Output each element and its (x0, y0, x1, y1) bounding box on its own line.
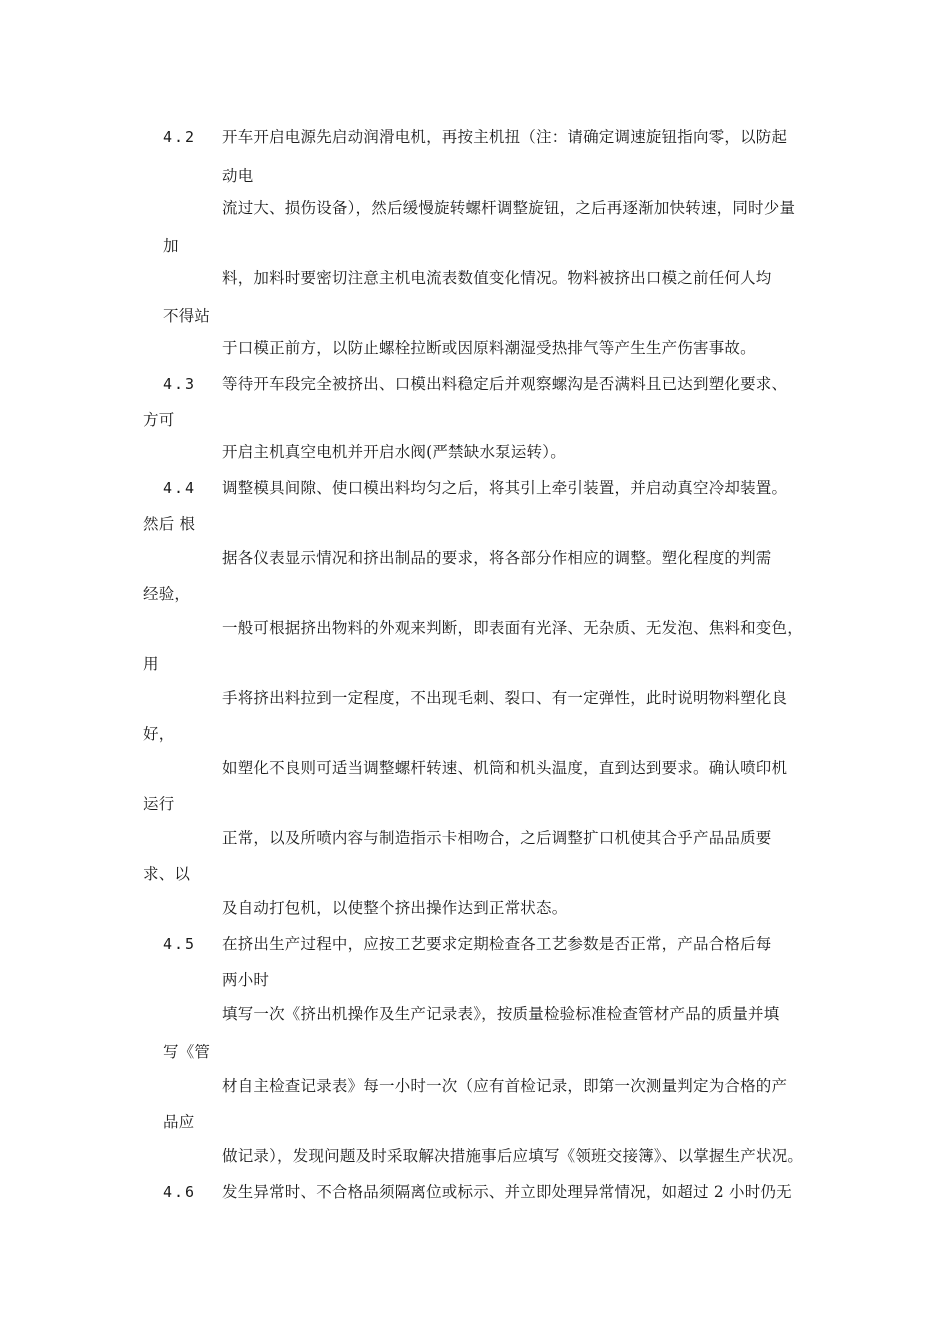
text-line: 正常，以及所喷内容与制造指示卡相吻合，之后调整扩口机使其合乎产品品质要 (222, 829, 772, 847)
text-line: 求、以 (143, 865, 191, 883)
section-number: 4.6 (163, 1183, 197, 1201)
text-line: 运行 (143, 795, 175, 813)
section-number: 4.2 (163, 128, 197, 146)
text-line: 发生异常时、不合格品须隔离位或标示、并立即处理异常情况，如超过 2 小时仍无 (222, 1183, 792, 1201)
text-line: 等待开车段完全被挤出、口模出料稳定后并观察螺沟是否满料且已达到塑化要求、 (222, 375, 788, 393)
text-line: 品应 (163, 1113, 195, 1131)
text-line: 开启主机真空电机并开启水阀(严禁缺水泵运转）。 (222, 443, 566, 461)
text-line: 料，加料时要密切注意主机电流表数值变化情况。物料被挤出口模之前任何人均 (222, 269, 772, 287)
section-number: 4.4 (163, 479, 197, 497)
text-line: 经验， (143, 585, 191, 603)
text-line: 据各仪表显示情况和挤出制品的要求，将各部分作相应的调整。塑化程度的判需 (222, 549, 772, 567)
text-line: 写《管 (163, 1043, 211, 1061)
text-line: 填写一次《挤出机操作及生产记录表》，按质量检验标准检查管材产品的质量并填 (222, 1005, 780, 1023)
text-line: 不得站 (163, 307, 211, 325)
text-line: 流过大、损伤设备），然后缓慢旋转螺杆调整旋钮，之后再逐渐加快转速，同时少量 (222, 199, 796, 217)
text-line: 加 (163, 237, 179, 255)
text-line: 开车开启电源先启动润滑电机，再按主机扭（注：请确定调速旋钮指向零，以防起 (222, 128, 788, 146)
text-line: 用 (143, 655, 159, 673)
text-line: 如塑化不良则可适当调整螺杆转速、机筒和机头温度，直到达到要求。确认喷印机 (222, 759, 788, 777)
text-line: 于口模正前方，以防止螺栓拉断或因原料潮湿受热排气等产生生产伤害事故。 (222, 339, 756, 357)
section-number: 4.3 (163, 375, 197, 393)
text-line: 方可 (143, 411, 175, 429)
text-line: 手将挤出料拉到一定程度，不出现毛刺、裂口、有一定弹性，此时说明物料塑化良 (222, 689, 788, 707)
text-line: 然后 根 (143, 515, 196, 533)
text-line: 好， (143, 725, 175, 743)
text-line: 两小时 (222, 971, 270, 989)
section-number: 4.5 (163, 935, 197, 953)
text-line: 及自动打包机，以使整个挤出操作达到正常状态。 (222, 899, 568, 917)
text-line: 在挤出生产过程中，应按工艺要求定期检查各工艺参数是否正常，产品合格后每 (222, 935, 772, 953)
text-line: 动电 (222, 167, 254, 185)
text-line: 材自主检查记录表》每一小时一次（应有首检记录，即第一次测量判定为合格的产 (222, 1077, 788, 1095)
text-line: 一般可根据挤出物料的外观来判断，即表面有光泽、无杂质、无发泡、焦料和变色， (222, 619, 803, 637)
text-line: 调整模具间隙、使口模出料均匀之后，将其引上牵引装置，并启动真空冷却装置。 (222, 479, 788, 497)
text-line: 做记录），发现问题及时采取解决措施事后应填写《领班交接簿》、以掌握生产状况。 (222, 1147, 804, 1165)
